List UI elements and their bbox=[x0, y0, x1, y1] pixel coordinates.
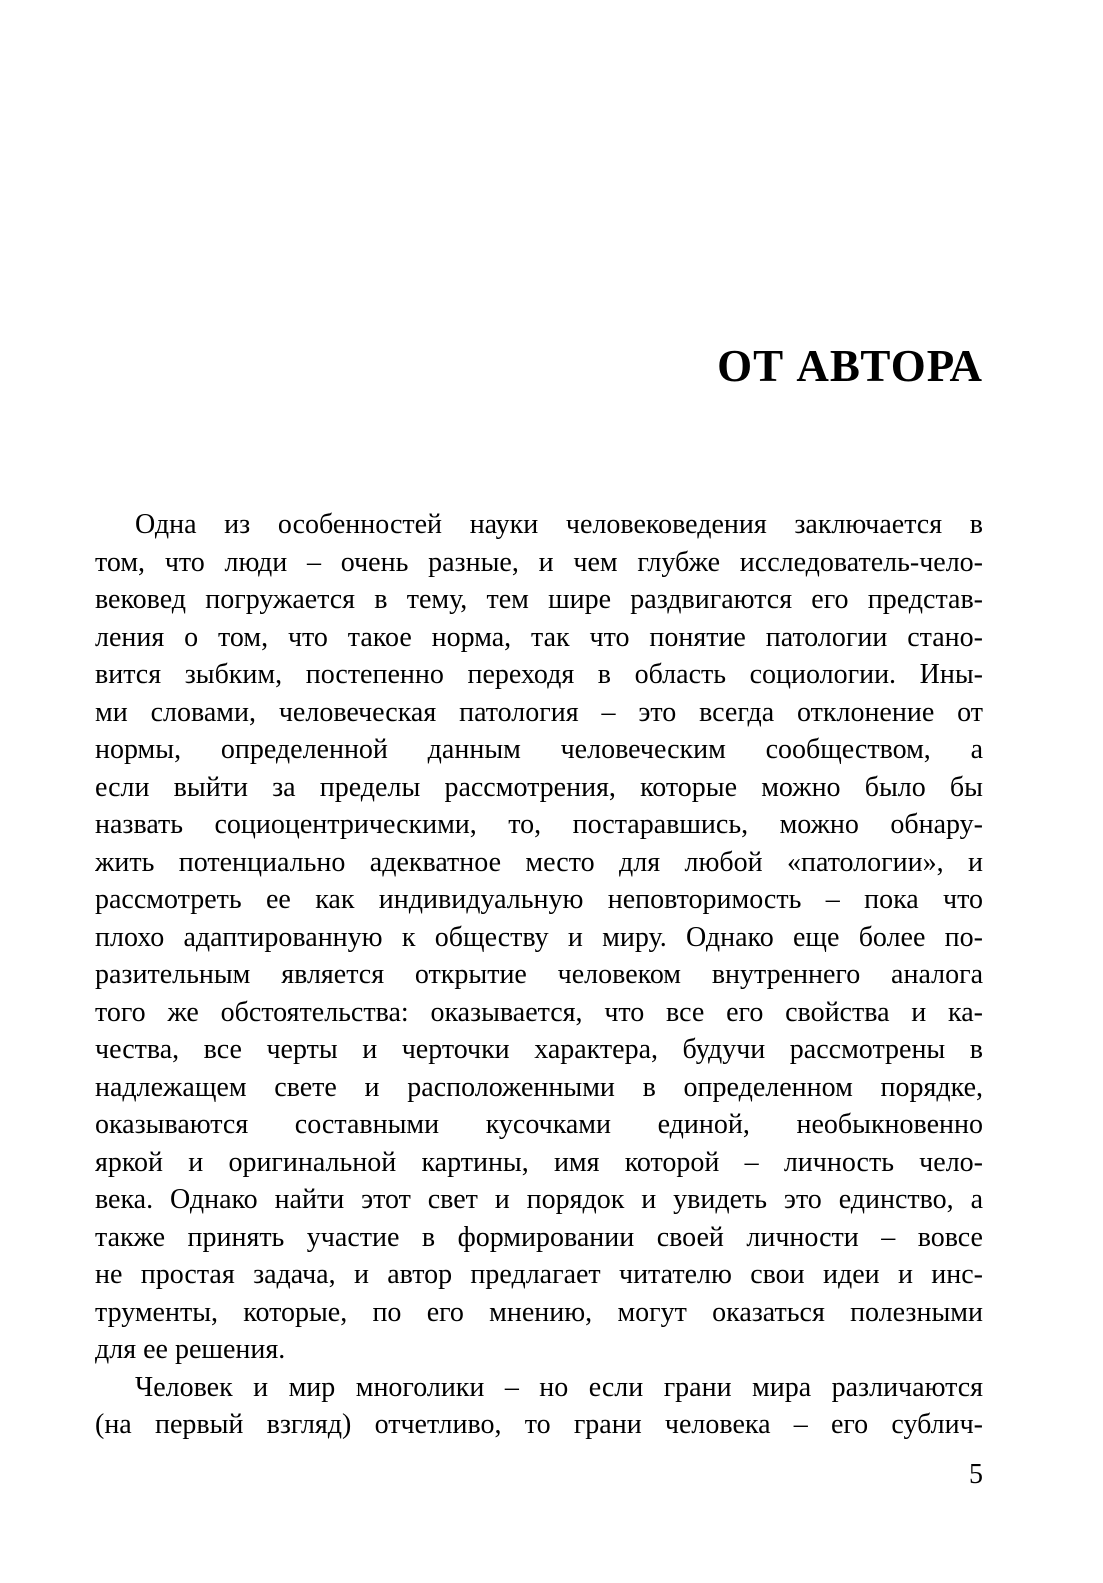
page-number: 5 bbox=[969, 1459, 983, 1490]
text-line: Человек и мир многолики – но если грани мира различаются bbox=[135, 1371, 983, 1403]
text-line: плохо адаптированную к обществу и миру. Однако еще более по- bbox=[95, 921, 983, 953]
text-line: трументы, которые, по его мнению, могут оказаться полезными bbox=[95, 1296, 983, 1328]
text-line: нормы, определенной данным человеческим сообществом, а bbox=[95, 734, 983, 765]
text-line: не простая задача, и автор предлагает читателю свои идеи и инс- bbox=[95, 1259, 983, 1290]
body-text bbox=[95, 506, 983, 1444]
text-line: если выйти за пределы рассмотрения, которые можно было бы bbox=[95, 771, 983, 803]
text-line: того же обстоятельства: оказывается, что все его свойства и ка- bbox=[95, 996, 983, 1028]
text-line: надлежащем свете и расположенными в определенном порядке, bbox=[95, 1071, 983, 1103]
text-line: чества, все черты и черточки характера, будучи рассмотрены в bbox=[95, 1034, 983, 1065]
text-line: также принять участие в формировании своей личности – вовсе bbox=[95, 1221, 983, 1253]
text-line: вится зыбким, постепенно переходя в область социологии. Ины- bbox=[95, 659, 983, 690]
text-line: (на первый взгляд) отчетливо, то грани человека – его сублич- bbox=[95, 1409, 983, 1440]
text-line: ления о том, что такое норма, так что понятие патологии стано- bbox=[95, 621, 983, 653]
text-line: оказываются составными кусочками единой, необыкновенно bbox=[95, 1109, 983, 1140]
text-line: для ее решения. bbox=[95, 1334, 286, 1365]
text-line: ми словами, человеческая патология – это всегда отклонение от bbox=[95, 696, 983, 728]
text-line: жить потенциально адекватное место для любой «патологии», и bbox=[95, 846, 983, 878]
text-line: вековед погружается в тему, тем шире раздвигаются его представ- bbox=[95, 584, 983, 615]
text-line: Одна из особенностей науки человековедения заключается в bbox=[135, 509, 983, 540]
text-line: назвать социоцентрическими, то, постаравшись, можно обнару- bbox=[95, 809, 983, 840]
text-line: века. Однако найти этот свет и порядок и увидеть это единство, а bbox=[95, 1184, 983, 1215]
page-title: ОТ АВТОРА bbox=[717, 341, 983, 391]
text-line: том, что люди – очень разные, и чем глубже исследователь-чело- bbox=[95, 546, 983, 578]
text-line: яркой и оригинальной картины, имя которой – личность чело- bbox=[95, 1146, 983, 1178]
text-line: разительным является открытие человеком внутреннего аналога bbox=[95, 959, 983, 990]
text-line: рассмотреть ее как индивидуальную неповторимость – пока что bbox=[95, 884, 983, 915]
